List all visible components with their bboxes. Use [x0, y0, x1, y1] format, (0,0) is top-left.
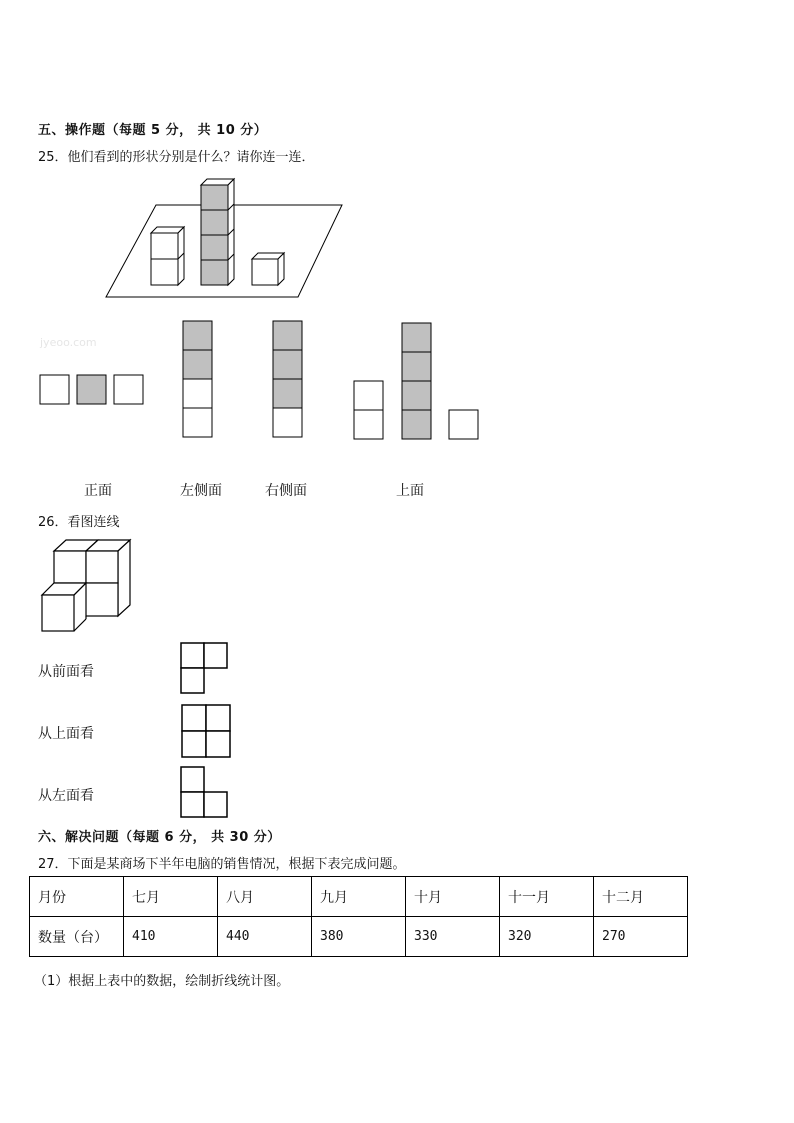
label-top-view[interactable]: 上面	[396, 483, 424, 499]
view-shape-column-a[interactable]	[182, 320, 214, 440]
view-shape-row[interactable]	[39, 374, 149, 406]
table-cell: 330	[406, 917, 500, 957]
table-cell: 440	[218, 917, 312, 957]
table-cell: 320	[500, 917, 594, 957]
view-shape-l-top[interactable]	[180, 642, 230, 696]
table-cell: 月份	[30, 877, 124, 917]
table-header-row	[30, 877, 688, 917]
view-shape-column-b[interactable]	[272, 320, 304, 440]
table-cell: 十一月	[500, 877, 594, 917]
label-left-side-view[interactable]: 左侧面	[180, 483, 222, 499]
option-left-view[interactable]: 从左面看	[38, 788, 94, 804]
label-front-view[interactable]: 正面	[84, 483, 112, 499]
label-right-side-view[interactable]: 右侧面	[265, 483, 307, 499]
view-shape-group[interactable]	[353, 320, 483, 442]
question-25-text: 25．他们看到的形状分别是什么？请你连一连．	[38, 150, 315, 165]
sales-table	[29, 876, 688, 957]
table-cell: 数量（台）	[30, 917, 124, 957]
table-cell: 十二月	[594, 877, 688, 917]
cube-arrangement-figure	[100, 175, 360, 305]
table-cell: 270	[594, 917, 688, 957]
option-top-view[interactable]: 从上面看	[38, 726, 94, 742]
view-shape-l-bottom[interactable]	[180, 766, 230, 820]
sub-question-1: （1）根据上表中的数据，绘制折线统计图。	[34, 974, 290, 989]
l-shaped-solid-figure	[38, 535, 138, 635]
option-front-view[interactable]: 从前面看	[38, 664, 94, 680]
table-cell: 七月	[124, 877, 218, 917]
table-cell: 八月	[218, 877, 312, 917]
table-row	[30, 917, 688, 957]
table-cell: 380	[312, 917, 406, 957]
table-cell: 十月	[406, 877, 500, 917]
table-cell: 410	[124, 917, 218, 957]
question-27-text: 27．下面是某商场下半年电脑的销售情况，根据下表完成问题。	[38, 857, 406, 872]
watermark: jyeoo.com	[40, 336, 97, 349]
question-26-text: 26．看图连线	[38, 515, 120, 530]
section-6-title: 六、解决问题（每题 6 分， 共 30 分）	[38, 830, 281, 845]
table-cell: 九月	[312, 877, 406, 917]
view-shape-square-grid[interactable]	[180, 704, 232, 760]
section-5-title: 五、操作题（每题 5 分， 共 10 分）	[38, 123, 268, 138]
